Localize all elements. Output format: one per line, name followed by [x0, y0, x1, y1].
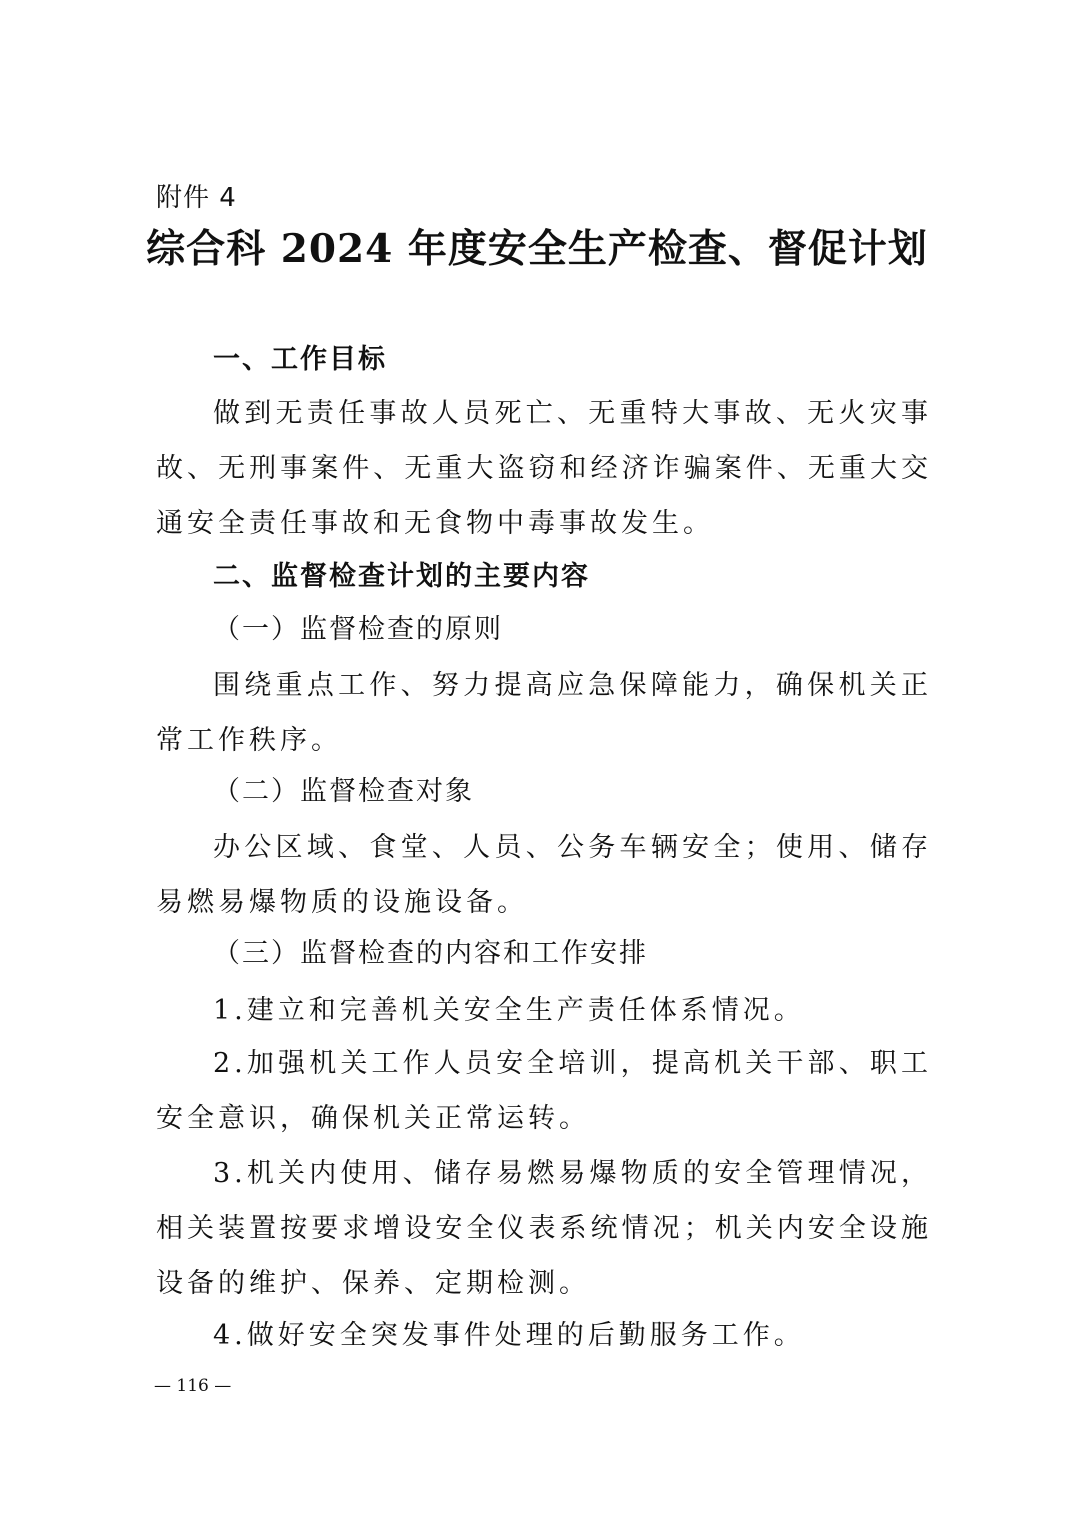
paragraph-work-goals: 做到无责任事故人员死亡、无重特大事故、无火灾事故、无刑事案件、无重大盗窃和经济诈骗案件、无重大交通安全责任事故和无食物中毒事故发生。	[156, 398, 932, 539]
list-item-4: 4.做好安全突发事件处理的后勤服务工作。	[213, 1320, 805, 1351]
section-heading-inspection-plan: 二、监督检查计划的主要内容	[213, 561, 590, 592]
paragraph-targets: 办公区域、食堂、人员、公务车辆安全；使用、储存易燃易爆物质的设施设备。	[156, 832, 932, 918]
list-item-3: 3.机关内使用、储存易燃易爆物质的安全管理情况，相关装置按要求增设安全仪表系统情况；机关内安全设施设备的维护、保养、定期检测。	[156, 1158, 932, 1299]
paragraph-principles: 围绕重点工作、努力提高应急保障能力，确保机关正常工作秩序。	[156, 670, 932, 756]
list-item-1: 1.建立和完善机关安全生产责任体系情况。	[213, 995, 805, 1026]
subsection-heading-principles: （一）监督检查的原则	[213, 614, 503, 645]
subsection-heading-content-arrangement: （三）监督检查的内容和工作安排	[213, 938, 648, 969]
attachment-label: 附件 4	[156, 183, 237, 213]
list-item-2: 2.加强机关工作人员安全培训，提高机关干部、职工安全意识，确保机关正常运转。	[156, 1048, 932, 1134]
subsection-heading-targets: （二）监督检查对象	[213, 776, 474, 807]
section-heading-work-goals: 一、工作目标	[213, 344, 387, 375]
document-title: 综合科 2024 年度安全生产检查、督促计划	[146, 226, 928, 272]
page-number: — 116 —	[154, 1376, 232, 1396]
